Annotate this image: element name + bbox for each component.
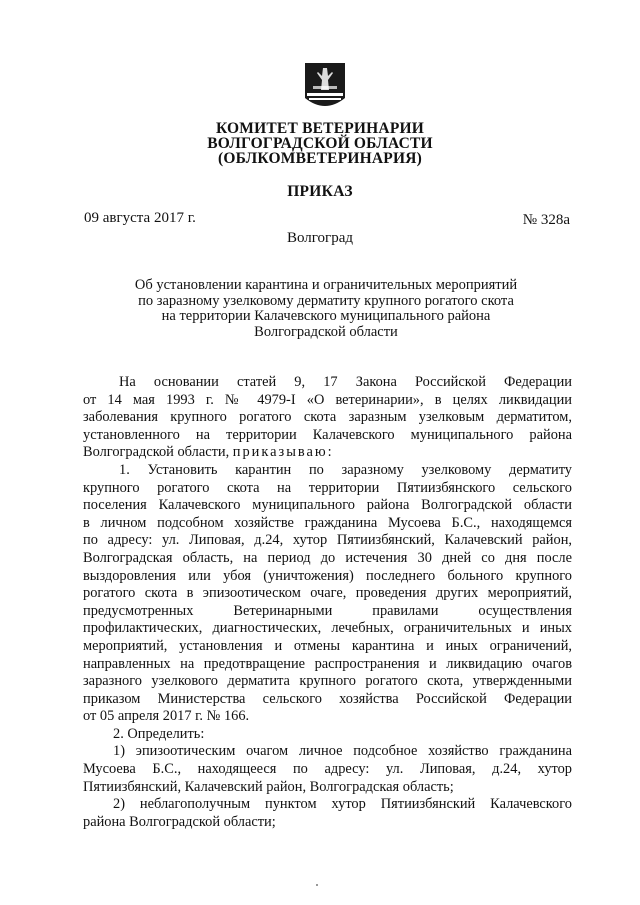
order-word: приказываю: (232, 444, 334, 461)
body-line: 2) неблагополучным пунктом хутор Пятиизбянский Калачевского (113, 796, 572, 813)
body-line: установленного на территории Калачевского муниципального района (83, 426, 572, 443)
body-line: рогатого скота в эпизоотическом очаге, проведения других мероприятий, (83, 585, 572, 602)
body-line: заболевания крупного рогатого скота заразным узелковым дерматитом, (83, 409, 572, 426)
body-line: в личном подсобном хозяйстве гражданина Мусоева Б.С., находящемся (83, 514, 572, 531)
body-line: предусмотренных Ветеринарными правилами осуществления (83, 602, 572, 619)
body-line: заразного узелкового дерматита крупного рогатого скота, утвержденными (83, 673, 572, 690)
body-line: выздоровления или убоя (уничтожения) последнего больного крупного (83, 567, 572, 584)
document-title (110, 278, 542, 340)
document-type: ПРИКАЗ (287, 183, 353, 200)
body-line: Пятиизбянский, Калачевский район, Волгоградская область; (83, 778, 454, 795)
document-date: 09 августа 2017 г. (84, 210, 196, 226)
body-line: поселения Калачевского муниципального района Волгоградской области (83, 497, 572, 514)
document-city: Волгоград (286, 230, 353, 246)
body-line: На основании статей 9, 17 Закона Российской Федерации (119, 374, 572, 390)
body-line: 2. Определить: (113, 725, 205, 742)
body-line: от 14 мая 1993 г. № 4979-I «О ветеринарии», в целях ликвидации (83, 391, 572, 408)
document-body (83, 374, 572, 831)
body-line: 1) эпизоотическим очагом личное подсобное хозяйство гражданина (113, 743, 572, 760)
body-line: района Волгоградской области; (83, 813, 276, 830)
title-line: на территории Калачевского муниципального района (161, 308, 491, 324)
coat-of-arms-icon (303, 62, 347, 112)
body-text: Волгоградской области, (83, 444, 233, 461)
body-line: крупного рогатого скота на территории Пятиизбянского сельского (83, 479, 572, 496)
org-name-line-1: КОМИТЕТ ВЕТЕРИНАРИИ (216, 120, 424, 137)
title-line: по заразному узелковому дерматиту крупного рогатого скота (138, 292, 514, 309)
document-number: № 328а (522, 212, 570, 228)
scan-speck (316, 884, 318, 886)
body-line: Волгоградская область, на период до истечения 30 дней со дня после (83, 549, 572, 566)
org-name-line-3: (ОБЛКОМВЕТЕРИНАРИЯ) (218, 150, 422, 167)
body-line: профилактических, диагностических, лечебных, ограничительных и иных (83, 620, 572, 637)
title-line: Об установлении карантина и ограничительных мероприятий (134, 277, 518, 293)
body-line: мероприятий, установления и отмены карантина и иных ограничений, (83, 637, 572, 654)
body-line: по адресу: ул. Липовая, д.24, хутор Пятиизбянский, Калачевский район, (83, 532, 572, 549)
body-line: от 05 апреля 2017 г. № 166. (83, 708, 250, 725)
body-line: Мусоева Б.С., находящееся по адресу: ул. Липовая, д.24, хутор (83, 761, 572, 778)
body-line: приказом Министерства сельского хозяйства Российской Федерации (83, 690, 572, 707)
org-name-line-2: ВОЛГОГРАДСКОЙ ОБЛАСТИ (207, 135, 433, 152)
body-line: 1. Установить карантин по заразному узелковому дерматиту (119, 461, 572, 478)
body-line (83, 444, 572, 462)
title-line: Волгоградской области (254, 323, 398, 340)
body-line: направленных на предотвращение распространения и ликвидацию очагов (83, 655, 572, 672)
